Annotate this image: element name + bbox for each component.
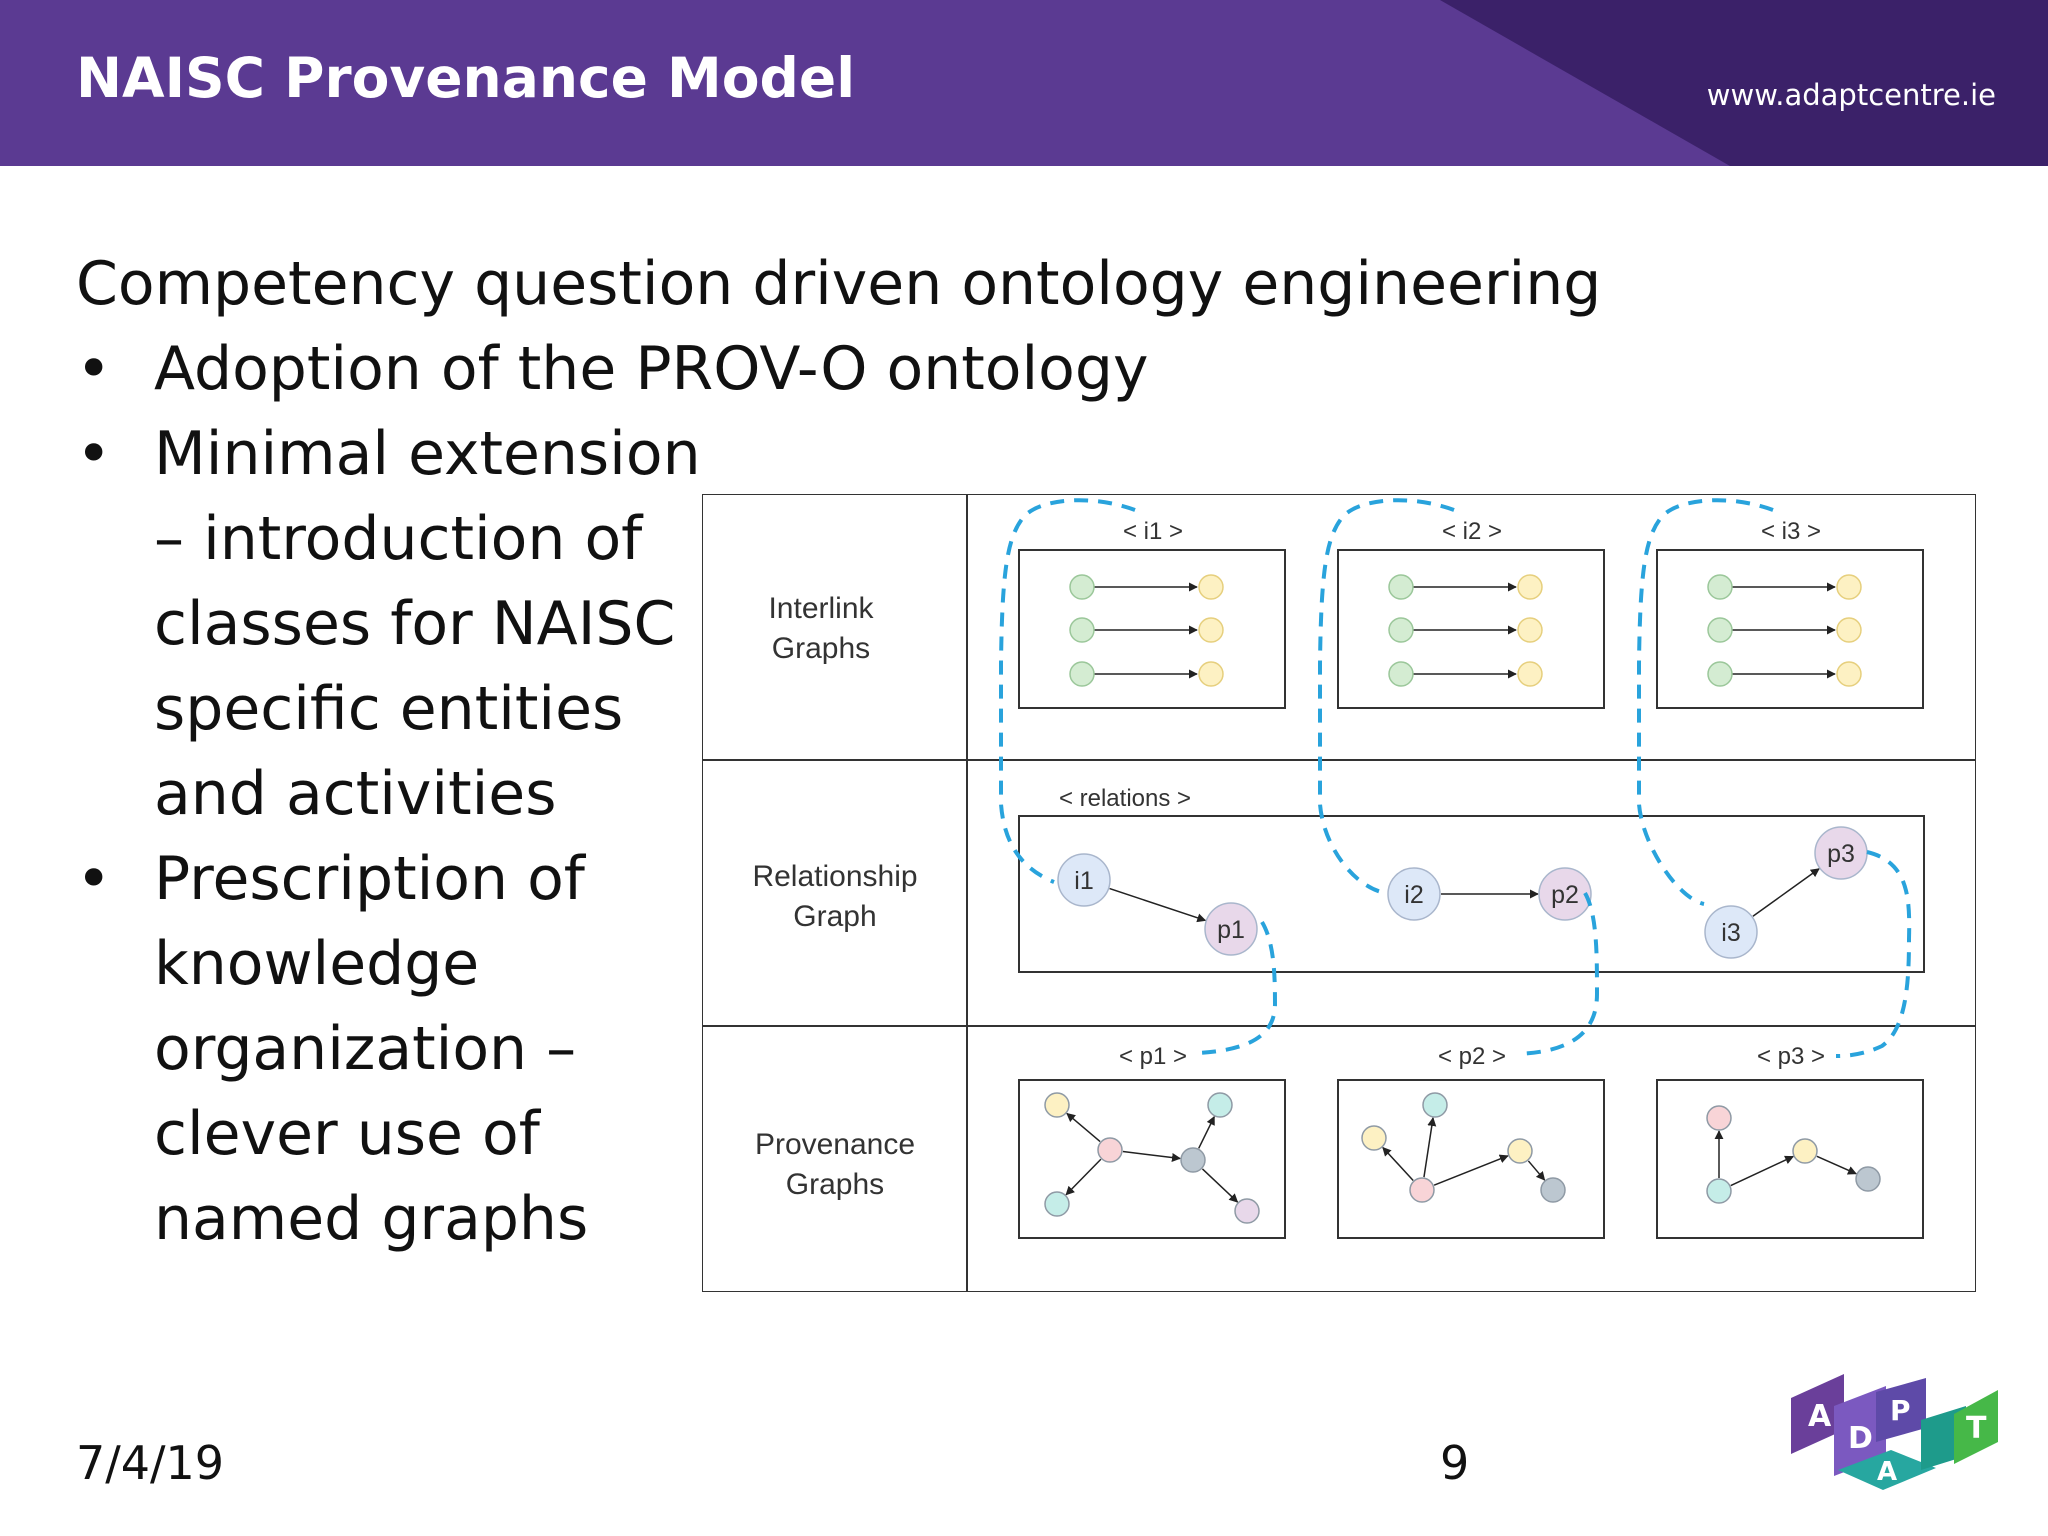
bullet-dot: •	[76, 334, 112, 404]
provenance-node	[1707, 1179, 1731, 1203]
row-label-provenance: Graphs	[785, 1168, 885, 1201]
interlink-graph-label-i3: < i3 >	[1760, 518, 1822, 545]
footer-date: 7/4/19	[76, 1436, 225, 1490]
page-number: 9	[1440, 1436, 1470, 1490]
target-entity-node	[1518, 662, 1542, 686]
relation-node-label: i2	[1404, 881, 1424, 909]
bullet-dot: •	[76, 419, 112, 489]
intro-line: Competency question driven ontology engineering	[76, 249, 1602, 319]
provenance-graph-label-p2: < p2 >	[1437, 1043, 1507, 1070]
source-entity-node	[1070, 618, 1094, 642]
interlink-graph-label-i1: < i1 >	[1122, 518, 1184, 545]
relation-node-label: p3	[1827, 840, 1855, 868]
provenance-node	[1410, 1178, 1434, 1202]
provenance-node	[1045, 1192, 1069, 1216]
bullet-line: Minimal extension	[154, 419, 701, 489]
target-entity-node	[1518, 575, 1542, 599]
bullet-line: Adoption of the PROV-O ontology	[154, 334, 1149, 404]
relations-graph-label: < relations >	[1058, 785, 1192, 812]
bullet-line: – introduction of	[154, 504, 643, 574]
bullet-line: and activities	[154, 759, 557, 829]
bullet-prov-o	[76, 327, 1601, 412]
source-entity-node	[1070, 662, 1094, 686]
provenance-node	[1707, 1106, 1731, 1130]
relation-node-label: p2	[1551, 881, 1579, 909]
provenance-graph-box	[1338, 1080, 1604, 1238]
source-entity-node	[1389, 662, 1413, 686]
provenance-node	[1045, 1093, 1069, 1117]
provenance-graph-label-p3: < p3 >	[1756, 1043, 1826, 1070]
source-entity-node	[1708, 575, 1732, 599]
provenance-node	[1541, 1178, 1565, 1202]
interlink-graph-box	[1657, 550, 1923, 708]
provenance-node	[1235, 1199, 1259, 1223]
relation-node-label: p1	[1217, 916, 1245, 944]
logo-letter: P	[1890, 1394, 1911, 1427]
bullet-line: classes for NAISC	[154, 589, 676, 659]
header-band	[0, 0, 2048, 166]
target-entity-node	[1837, 618, 1861, 642]
source-entity-node	[1708, 618, 1732, 642]
provenance-node	[1508, 1139, 1532, 1163]
logo-letter: A	[1877, 1457, 1898, 1487]
logo-letter: A	[1808, 1399, 1832, 1434]
bullet-line: clever use of	[154, 1099, 540, 1169]
target-entity-node	[1199, 618, 1223, 642]
target-entity-node	[1837, 575, 1861, 599]
target-entity-node	[1518, 618, 1542, 642]
target-entity-node	[1199, 575, 1223, 599]
diagram-graphs	[1019, 550, 1924, 1238]
row-label-interlink: Graphs	[771, 632, 871, 665]
slide-title: NAISC Provenance Model	[76, 46, 856, 110]
provenance-node	[1856, 1167, 1880, 1191]
provenance-graph-label-p1: < p1 >	[1118, 1043, 1188, 1070]
provenance-graph-box	[1657, 1080, 1923, 1238]
provenance-node	[1362, 1126, 1386, 1150]
bullet-line: Prescription of	[154, 844, 585, 914]
bullet-line: specific entities	[154, 674, 624, 744]
interlink-graph-label-i2: < i2 >	[1441, 518, 1503, 545]
source-entity-node	[1708, 662, 1732, 686]
provenance-node	[1423, 1093, 1447, 1117]
row-label-interlink: Interlink	[768, 592, 874, 625]
provenance-node	[1208, 1093, 1232, 1117]
row-label-relationship: Graph	[793, 900, 877, 933]
logo-letter: D	[1848, 1421, 1873, 1456]
bullet-line: knowledge	[154, 929, 480, 999]
interlink-graph-box	[1338, 550, 1604, 708]
relation-node-label: i1	[1074, 867, 1094, 895]
bullet-line: named graphs	[154, 1184, 589, 1254]
source-entity-node	[1389, 618, 1413, 642]
provenance-node	[1098, 1138, 1122, 1162]
interlink-graph-box	[1019, 550, 1285, 708]
adapt-logo	[1786, 1368, 2006, 1493]
row-label-provenance: Provenance	[754, 1128, 916, 1161]
provenance-node	[1793, 1139, 1817, 1163]
bullet-dot: •	[76, 844, 112, 914]
row-label-relationship: Relationship	[752, 860, 918, 893]
site-url: www.adaptcentre.ie	[1706, 78, 1996, 112]
relation-node-label: i3	[1721, 919, 1741, 947]
target-entity-node	[1199, 662, 1223, 686]
target-entity-node	[1837, 662, 1861, 686]
source-entity-node	[1389, 575, 1413, 599]
logo-letter: T	[1966, 1411, 1987, 1446]
bullet-line: organization –	[154, 1014, 577, 1084]
provenance-model-diagram	[702, 494, 1976, 1292]
source-entity-node	[1070, 575, 1094, 599]
provenance-node	[1181, 1148, 1205, 1172]
